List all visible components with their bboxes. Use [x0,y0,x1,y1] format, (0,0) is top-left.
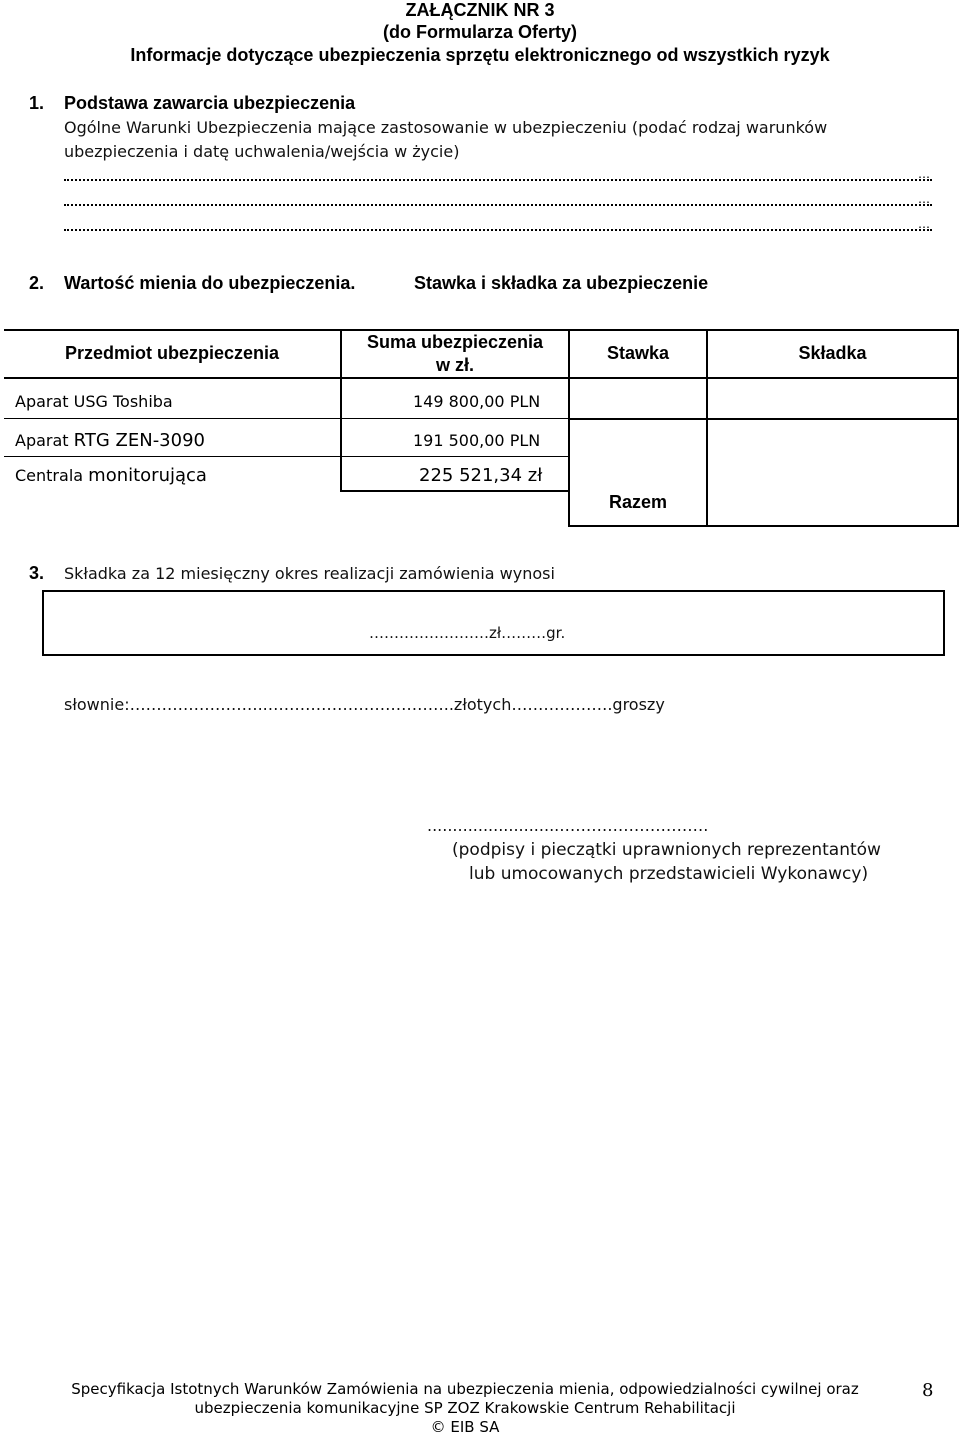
section-1-heading: Podstawa zawarcia ubezpieczenia [64,93,356,113]
amount-field[interactable]: ……………………zł………gr. [369,624,566,642]
amount-in-words[interactable]: słownie:……………………..……………………………..złotych……………….groszy [64,695,665,714]
footer-line1: Specyfikacja Istotnych Warunków Zamówienia na ubezpieczenia mienia, odpowiedzialności cywilnej oraz [71,1380,859,1398]
section-2-number: 2. [29,273,45,293]
section-2-heading-rest: Stawka i składka za ubezpieczenie [414,273,709,293]
row2-subject-b: RTG ZEN-3090 [73,430,205,451]
row1-subject: Aparat USG Toshiba [15,392,173,411]
fill-line-1 [64,176,932,181]
signature-caption-line1: (podpisy i pieczątki uprawnionych reprezentantów [452,840,881,860]
total-label: Razem [608,492,668,512]
section-3-text: Składka za 12 miesięczny okres realizacji zamówienia wynosi [64,564,555,583]
annex-subtitle: (do Formularza Oferty) [382,22,578,42]
section-2-heading-bold: Wartość mienia do ubezpieczenia. [64,273,356,293]
signature-caption-line2: lub umocowanych przedstawicieli Wykonawcy) [469,864,869,884]
fill-line-3-ellipsis: … [918,217,930,231]
footer-line2: ubezpieczenia komunikacyjne SP ZOZ Krakowskie Centrum Rehabilitacji [194,1399,736,1417]
header-subject: Przedmiot ubezpieczenia [64,343,280,363]
row3-sum: 225 521,34 zł [419,465,543,486]
fill-line-3 [64,226,932,231]
section-1-text-line2: ubezpieczenia i datę uchwalenia/wejścia w życie) [64,142,460,161]
row3-subject-a: Centrala [15,466,89,485]
signature-dots: ..........................………………………. [427,816,709,835]
header-premium: Składka [798,343,867,363]
header-rate: Stawka [606,343,670,363]
row3-subject [15,465,207,486]
page-number: 8 [922,1380,934,1401]
section-3-number: 3. [29,563,45,583]
section-1-text-line1: Ogólne Warunki Ubezpieczenia mające zastosowanie w ubezpieczeniu (podać rodzaj warunków [64,118,828,137]
section-1-number: 1. [29,93,45,113]
fill-line-2-ellipsis: … [918,192,930,206]
header-sum-line1: Suma ubezpieczenia [366,332,544,352]
annex-title: ZAŁĄCZNIK NR 3 [405,0,555,20]
header-sum-line2: w zł. [435,355,474,375]
row1-sum: 149 800,00 PLN [413,392,541,411]
row3-subject-b: monitorująca [88,465,207,486]
fill-line-1-ellipsis: … [918,167,930,181]
amount-box [42,590,945,656]
row2-sum: 191 500,00 PLN [413,431,541,450]
footer-copyright: © EIB SA [430,1418,500,1436]
row2-subject-a: Aparat [15,431,74,450]
document-heading: Informacje dotyczące ubezpieczenia sprzętu elektronicznego od wszystkich ryzyk [130,45,830,65]
row2-subject [15,430,205,451]
fill-line-2 [64,201,932,206]
